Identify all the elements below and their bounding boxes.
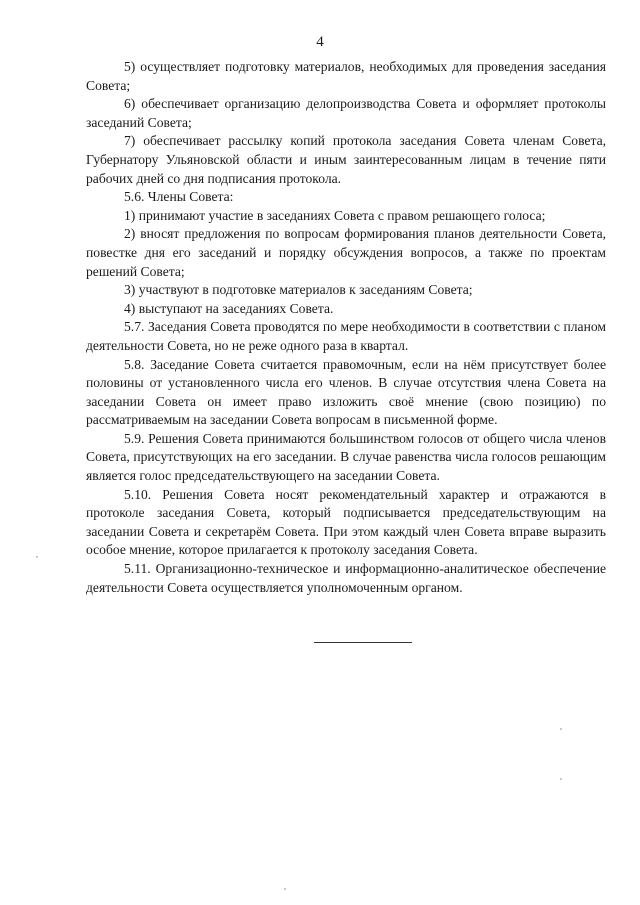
scan-speck	[284, 888, 286, 890]
paragraph-item-5-7: 7) обеспечивает рассылку копий протокола заседания Совета членам Совета, Губернатору Ульяновской области и иным заинтересованным лицам в течение пяти рабочих дней со дня подписания протокола.	[86, 133, 606, 186]
page-number: 4	[316, 34, 324, 50]
paragraph-item-5-6: 6) обеспечивает организацию делопроизводства Совета и оформляет протоколы заседаний Совета;	[86, 96, 606, 130]
paragraph-members-4: 4) выступают на заседаниях Совета.	[124, 300, 334, 316]
paragraph-5-8: 5.8. Заседание Совета считается правомочным, если на нём присутствует более половины от установленного числа его членов. В случае отсутствия члена Совета на заседании Совета он имеет право изложить своё мнение (свою позицию) по рассматриваемым на заседании Совета вопросам в письменной форме.	[86, 356, 606, 428]
end-divider-line	[314, 642, 412, 643]
paragraph-members-3: 3) участвуют в подготовке материалов к заседаниям Совета;	[124, 282, 473, 298]
scan-speck	[560, 728, 562, 730]
paragraph-members-1: 1) принимают участие в заседаниях Совета с правом решающего голоса;	[124, 207, 546, 223]
paragraph-5-9: 5.9. Решения Совета принимаются большинством голосов от общего числа членов Совета, присутствующих на его заседании. В случае равенства числа голосов решающим является голос председательствующего на заседании Совета.	[86, 430, 606, 484]
paragraph-5-11: 5.11. Организационно-техническое и информационно-аналитическое обеспечение деятельности Совета осуществляется уполномоченным органом.	[86, 561, 606, 595]
paragraph-members-2: 2) вносят предложения по вопросам формирования планов деятельности Совета, повестке дня его заседаний и порядку обсуждения вопросов, а также по проектам решений Совета;	[86, 226, 606, 279]
paragraph-5-7: 5.7. Заседания Совета проводятся по мере необходимости в соответствии с планом деятельности Совета, но не реже одного раза в квартал.	[86, 319, 606, 353]
scan-speck	[560, 778, 562, 780]
document-body	[86, 58, 606, 597]
paragraph-5-10: 5.10. Решения Совета носят рекомендательный характер и отражаются в протоколе заседания Совета, который подписывается председательствующим на заседании Совета и секретарём Совета. При этом каждый член Совета вправе выразить особое мнение, которое прилагается к протоколу заседания Совета.	[86, 486, 606, 558]
paragraph-item-5-5: 5) осуществляет подготовку материалов, необходимых для проведения заседания Совета;	[86, 59, 606, 93]
section-heading-5-6: 5.6. Члены Совета:	[124, 189, 234, 205]
scan-speck	[36, 556, 38, 558]
